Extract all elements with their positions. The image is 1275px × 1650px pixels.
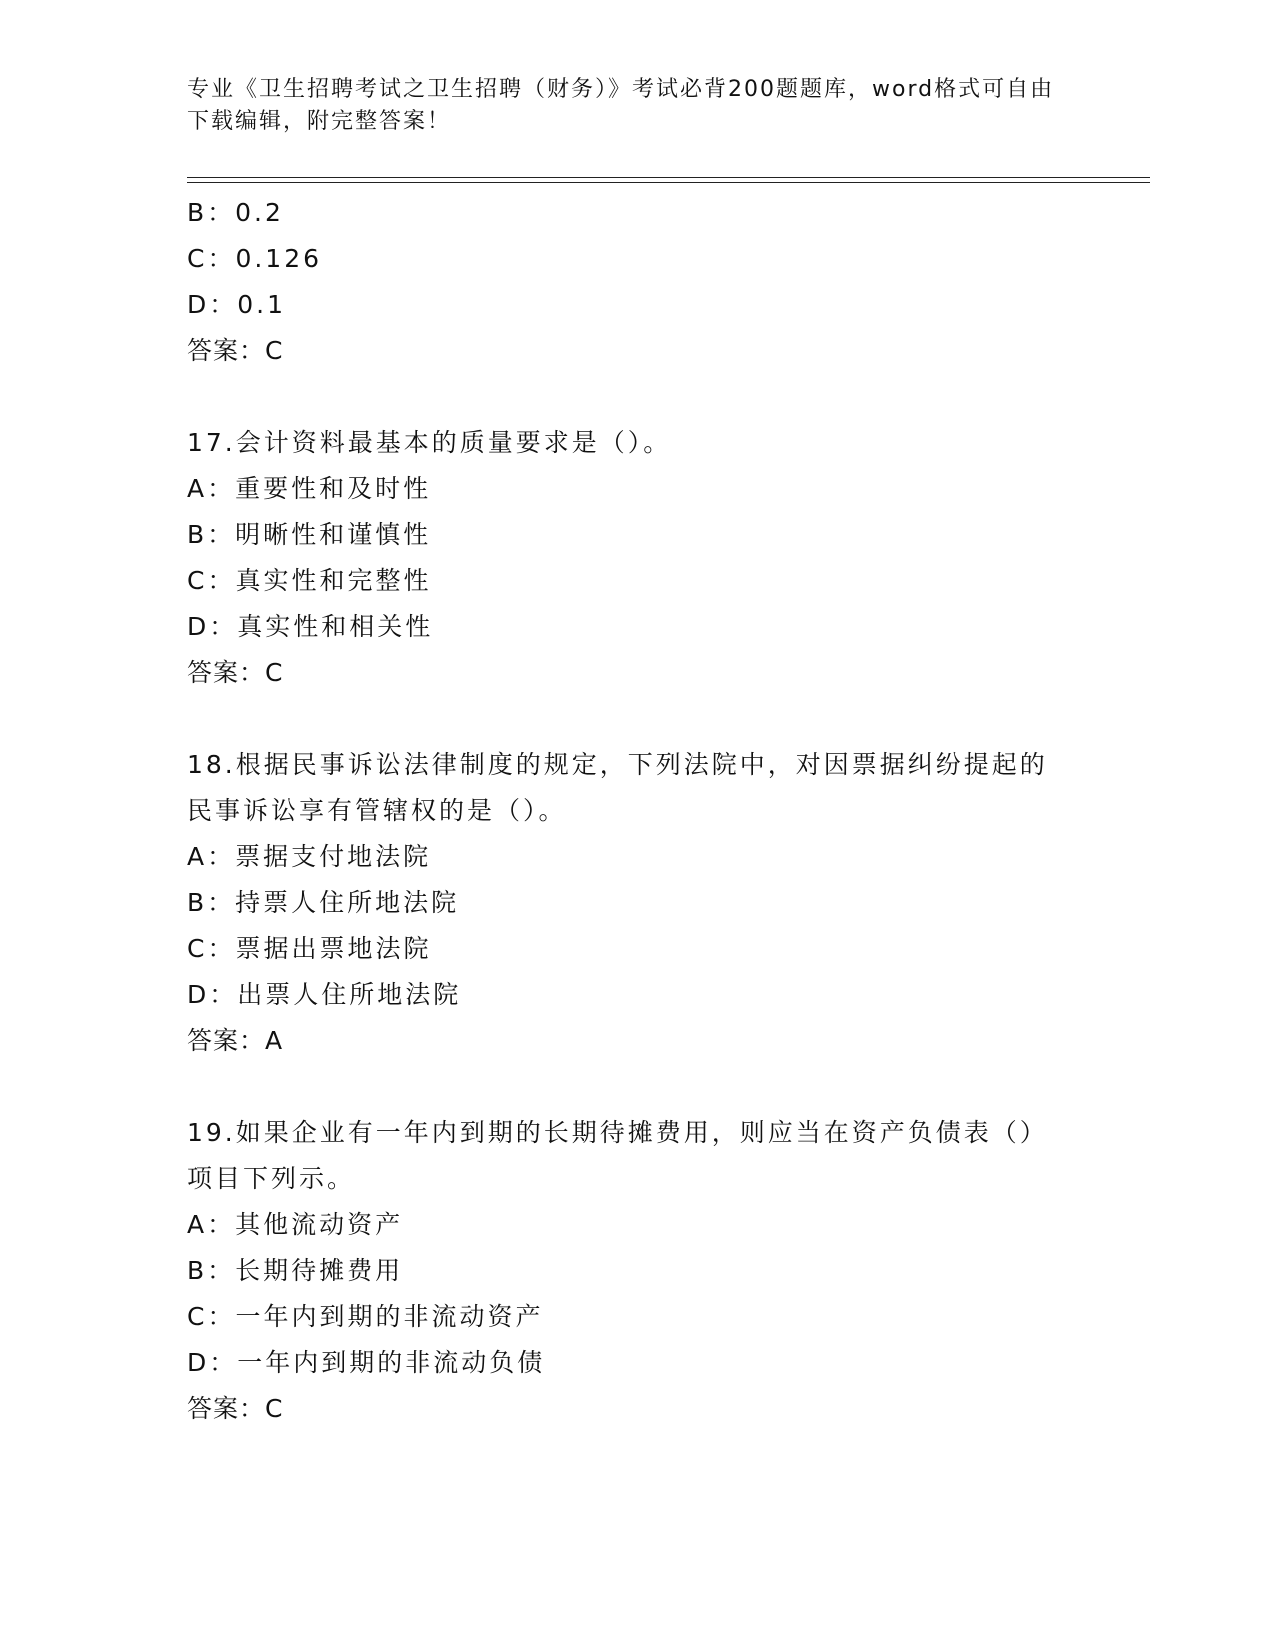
question-text: 19.如果企业有一年内到期的长期待摊费用，则应当在资产负债表（）项目下列示。 bbox=[187, 1118, 1048, 1193]
option-c: C：真实性和完整性 bbox=[187, 566, 432, 595]
option-d: D：0.1 bbox=[187, 290, 287, 319]
option-d: D：一年内到期的非流动负债 bbox=[187, 1348, 546, 1377]
question-text: 18.根据民事诉讼法律制度的规定，下列法院中，对因票据纠纷提起的民事诉讼享有管辖权的是（）。 bbox=[187, 750, 1048, 825]
option-a: A：票据支付地法院 bbox=[187, 842, 432, 871]
answer-line: 答案：C bbox=[187, 658, 284, 687]
spacer bbox=[187, 1064, 1087, 1110]
option-b: B：0.2 bbox=[187, 198, 284, 227]
spacer bbox=[187, 696, 1087, 742]
option-c: C：票据出票地法院 bbox=[187, 934, 432, 963]
option-d: D：出票人住所地法院 bbox=[187, 980, 462, 1009]
question-19 bbox=[187, 1110, 1087, 1432]
option-b: B：持票人住所地法院 bbox=[187, 888, 460, 917]
question-18 bbox=[187, 742, 1087, 1064]
question-17 bbox=[187, 420, 1087, 696]
question-text: 17.会计资料最基本的质量要求是（）。 bbox=[187, 428, 672, 457]
option-b: B：长期待摊费用 bbox=[187, 1256, 404, 1285]
answer-line: 答案：A bbox=[187, 1026, 284, 1055]
prev-question-block bbox=[187, 190, 1087, 374]
option-c: C：一年内到期的非流动资产 bbox=[187, 1302, 544, 1331]
option-a: A：其他流动资产 bbox=[187, 1210, 404, 1239]
answer-line: 答案：C bbox=[187, 1394, 284, 1423]
question-content bbox=[187, 190, 1087, 1432]
option-c: C：0.126 bbox=[187, 244, 323, 273]
option-d: D：真实性和相关性 bbox=[187, 612, 434, 641]
spacer bbox=[187, 374, 1087, 420]
option-b: B：明晰性和谨慎性 bbox=[187, 520, 432, 549]
document-header: 专业《卫生招聘考试之卫生招聘（财务）》考试必背200题题库，word格式可自由下载编辑，附完整答案！ bbox=[187, 77, 1055, 134]
header-rule-top bbox=[187, 177, 1150, 178]
option-a: A：重要性和及时性 bbox=[187, 474, 432, 503]
answer-line: 答案：C bbox=[187, 336, 284, 365]
header-rule-bottom bbox=[187, 182, 1150, 183]
